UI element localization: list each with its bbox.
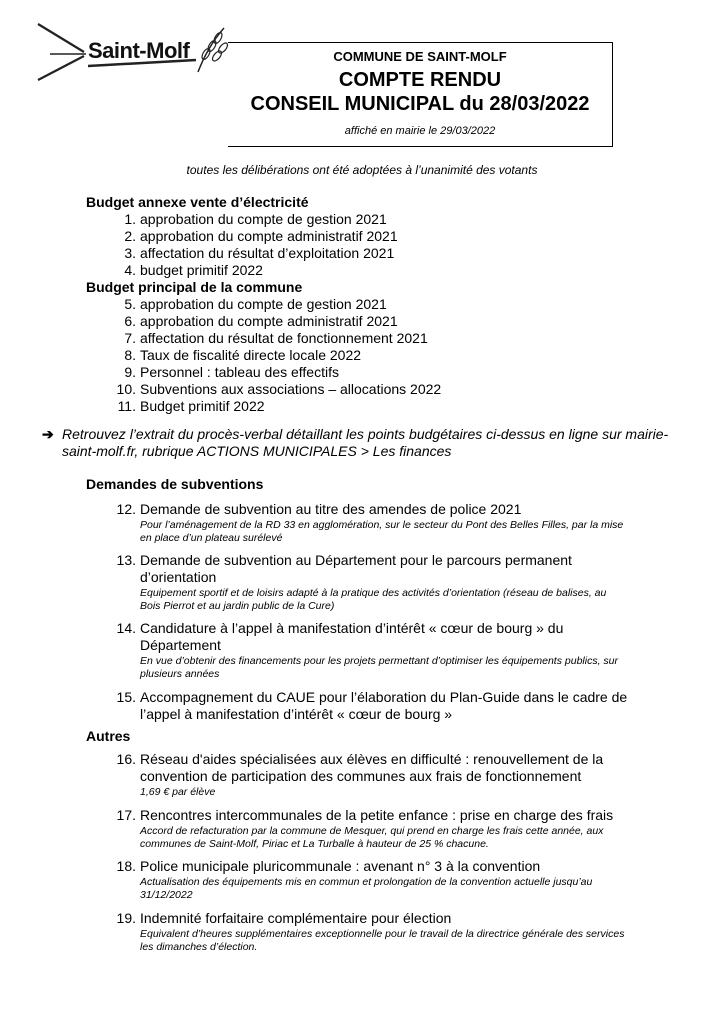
list-item (108, 751, 628, 799)
item-number: 4. (124, 262, 136, 278)
posting-date: affiché en mairie le 29/03/2022 (344, 125, 496, 137)
item-title: Indemnité forfaitaire complémentaire pour élection (140, 910, 452, 926)
section-title-electricite: Budget annexe vente d’électricité (86, 194, 309, 210)
list-item (108, 296, 387, 312)
list-item (108, 262, 263, 278)
item-text: Subventions aux associations – allocations 2022 (140, 381, 442, 397)
item-title: Demande de subvention au titre des amendes de police 2021 (140, 501, 522, 517)
item-description: Equipement sportif et de loisirs adapté à la pratique des activités d’orientation (réseau de balises, au Bois Pierrot et au jardin public de la Cure) (140, 587, 607, 612)
section-title-subventions: Demandes de subventions (86, 476, 264, 492)
item-number: 6. (124, 313, 136, 329)
item-number: 16. (116, 751, 136, 767)
list-item (108, 347, 361, 363)
section-title-principal: Budget principal de la commune (86, 279, 303, 295)
header-box (228, 42, 613, 147)
item-text: approbation du compte de gestion 2021 (140, 211, 387, 227)
section-title-autres: Autres (86, 728, 131, 744)
item-description: Equivalent d’heures supplémentaires exceptionnelle pour le travail de la directrice générale des services les dimanches d’élection. (140, 928, 625, 953)
list-item (108, 807, 628, 851)
item-text: Taux de fiscalité directe locale 2022 (140, 347, 362, 363)
list-item (108, 858, 628, 902)
list-item (108, 381, 441, 397)
list-item (108, 620, 628, 681)
item-text: approbation du compte administratif 2021 (140, 228, 398, 244)
item-title: Demande de subvention au Département pour le parcours permanent d’orientation (140, 552, 572, 585)
list-item (108, 398, 265, 414)
item-title: Rencontres intercommunales de la petite enfance : prise en charge des frais (140, 807, 614, 823)
pv-reference (42, 426, 682, 460)
list-item (108, 228, 398, 244)
pv-reference-text: Retrouvez l’extrait du procès-verbal détaillant les points budgétaires ci-dessus en ligne sur mairie-saint-molf.fr, rubrique ACTIONS MUNICIPALES > Les finances (62, 426, 669, 459)
item-text: affectation du résultat d’exploitation 2021 (140, 245, 395, 261)
list-item (108, 330, 428, 346)
item-title: Accompagnement du CAUE pour l’élaboration du Plan-Guide dans le cadre de l’appel à manifestation d’intérêt « cœur de bourg » (140, 689, 628, 722)
item-description: Pour l’aménagement de la RD 33 en agglomération, sur le secteur du Pont des Belles Filles, par la mise en place d’un plateau surélevé (140, 519, 624, 544)
item-number: 3. (124, 245, 136, 261)
commune-name: COMMUNE DE SAINT-MOLF (333, 49, 507, 64)
arrow-right-icon: ➔ (42, 426, 54, 442)
item-number: 17. (116, 807, 136, 823)
commune-logo (36, 22, 226, 82)
item-number: 18. (116, 858, 136, 874)
unanimity-note: toutes les délibérations ont été adoptées à l’unanimité des votants (186, 163, 538, 177)
item-number: 10. (116, 381, 136, 397)
list-item (108, 245, 394, 261)
item-description: 1,69 € par élève (140, 786, 216, 798)
item-number: 5. (124, 296, 136, 312)
item-number: 8. (124, 347, 136, 363)
list-item (108, 689, 628, 723)
item-text: Budget primitif 2022 (140, 398, 265, 414)
item-text: approbation du compte administratif 2021 (140, 313, 398, 329)
list-item (108, 501, 628, 545)
item-title: Police municipale pluricommunale : avenant n° 3 à la convention (140, 858, 541, 874)
item-number: 2. (124, 228, 136, 244)
item-title: Candidature à l’appel à manifestation d’intérêt « cœur de bourg » du Département (140, 620, 564, 653)
item-text: budget primitif 2022 (140, 262, 263, 278)
logo-text: Saint-Molf (88, 38, 190, 63)
item-title: Réseau d'aides spécialisées aux élèves en difficulté : renouvellement de la convention de participation des communes aux frais de fonctionnement (140, 751, 604, 784)
item-text: approbation du compte de gestion 2021 (140, 296, 387, 312)
list-item (108, 552, 628, 613)
item-number: 7. (124, 330, 136, 346)
item-number: 19. (116, 910, 136, 926)
item-number: 9. (124, 364, 136, 380)
item-description: Actualisation des équipements mis en commun et prolongation de la convention actuelle jusqu’au 31/12/2022 (140, 876, 593, 901)
list-item (108, 364, 339, 380)
item-number: 11. (117, 398, 136, 414)
page-subtitle: CONSEIL MUNICIPAL du 28/03/2022 (250, 93, 590, 115)
item-number: 14. (116, 620, 136, 636)
item-number: 15. (116, 689, 136, 705)
item-description: Accord de refacturation par la commune de Mesquer, qui prend en charge les frais cette année, aux communes de Saint-Molf, Piriac et La Turballe à hauteur de 25 % chacune. (140, 825, 604, 850)
page-title: COMPTE RENDU (338, 69, 502, 91)
item-description: En vue d’obtenir des financements pour les projets permettant d’optimiser les équipements publics, sur plusieurs années (140, 655, 619, 680)
item-number: 1. (124, 211, 136, 227)
item-number: 12. (116, 501, 136, 517)
list-item (108, 211, 387, 227)
list-item (108, 313, 398, 329)
item-text: Personnel : tableau des effectifs (140, 364, 339, 380)
list-item (108, 910, 628, 954)
item-number: 13. (116, 552, 136, 568)
item-text: affectation du résultat de fonctionnement 2021 (140, 330, 428, 346)
